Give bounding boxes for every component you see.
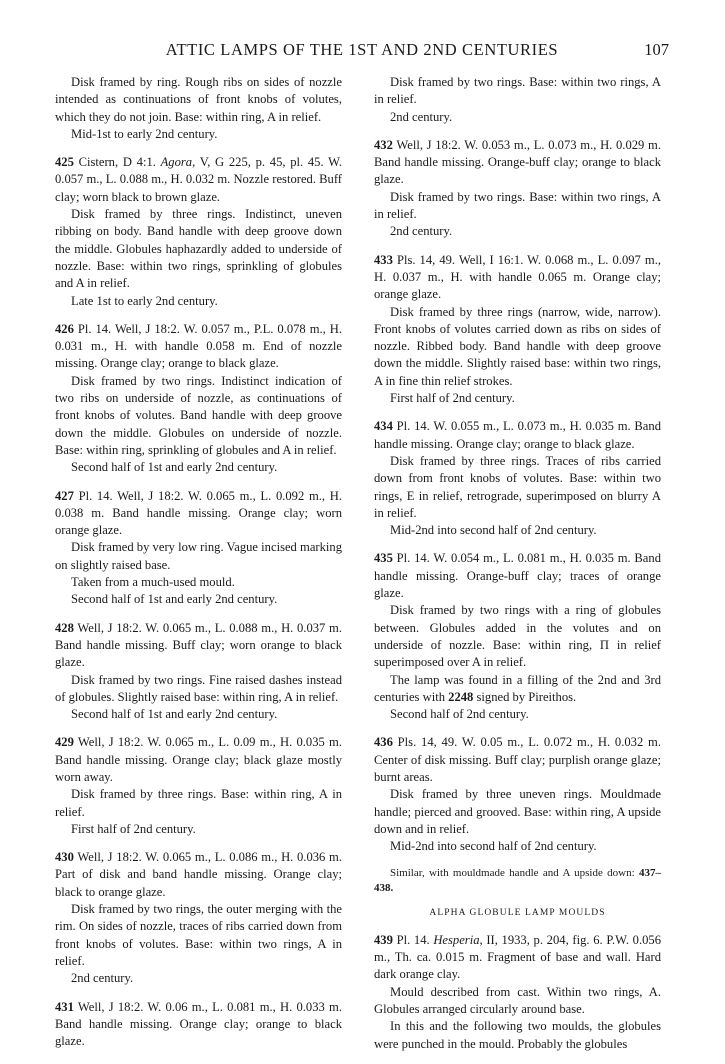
entry-description: Disk framed by very low ring. Vague incised marking on slightly raised base. <box>55 540 342 572</box>
entry-heading: 436 Pls. 14, 49. W. 0.05 m., L. 0.072 m., H. 0.032 m. Center of disk missing. Buff clay; purplish orange glaze; burnt areas. <box>374 735 661 784</box>
entry-heading: 439 Pl. 14. Hesperia, II, 1933, p. 204, fig. 6. P.W. 0.056 m., Th. ca. 0.015 m. Fragment of base and wall. Hard dark orange clay. <box>374 932 661 982</box>
entry-heading: 429 Well, J 18:2. W. 0.065 m., L. 0.09 m., H. 0.035 m. Band handle missing. Orange clay; black glaze mostly worn away. <box>55 735 342 784</box>
catalogue-entry-431 <box>55 999 342 1051</box>
entry-heading: 435 Pl. 14. W. 0.054 m., L. 0.081 m., H. 0.035 m. Band handle missing. Orange-buff clay; traces of orange glaze. <box>374 551 661 601</box>
entry-heading: 432 Well, J 18:2. W. 0.053 m., L. 0.073 m., H. 0.029 m. Band handle missing. Orange-buff clay; orange to black glaze. <box>374 137 661 187</box>
entry-note: In this and the following two moulds, the globules were punched in the mould. Probably the globules <box>374 1019 661 1051</box>
catalogue-entry-436 <box>374 734 661 855</box>
page-header <box>55 40 669 64</box>
entry-date: Second half of 1st and early 2nd century. <box>71 460 278 475</box>
entry-description: Disk framed by ring. Rough ribs on sides of nozzle intended as continuations of front knobs of volutes, which they do not join. Base: within ring, A in relief. <box>55 75 342 124</box>
entry-description: Disk framed by three rings. Indistinct, uneven ribbing on body. Band handle with deep groove down the middle. Globules haphazardly added to underside of nozzle. Base: within two rings, sprinkling of globules and A in relief. <box>55 207 342 291</box>
entry-heading: 426 Pl. 14. Well, J 18:2. W. 0.057 m., P.L. 0.078 m., H. 0.031 m., H. with handle 0.058 m. End of nozzle missing. Orange clay; orange to black glaze. <box>55 321 342 371</box>
catalogue-entry-426 <box>55 321 342 477</box>
entry-date: 2nd century. <box>71 971 134 986</box>
entry-number: 432 <box>374 137 393 152</box>
entry-heading: 425 Cistern, D 4:1. Agora, V, G 225, p. 45, pl. 45. W. 0.057 m., L. 0.088 m., H. 0.032 m. Nozzle restored. Buff clay; worn black to brown glaze. <box>55 155 342 204</box>
entry-date: Late 1st to early 2nd century. <box>71 293 218 308</box>
entry-continuation-left <box>55 74 342 143</box>
catalogue-entry-432 <box>374 137 661 241</box>
entry-date: 2nd century. <box>390 224 453 239</box>
entry-number: 429 <box>55 735 74 750</box>
catalogue-entry-435 <box>374 550 661 723</box>
entry-continuation-right <box>374 74 661 126</box>
entry-heading: 428 Well, J 18:2. W. 0.065 m., L. 0.088 m., H. 0.037 m. Band handle missing. Buff clay; worn orange to black glaze. <box>55 620 342 670</box>
entry-date: 2nd century. <box>390 109 453 124</box>
entry-number: 431 <box>55 999 74 1014</box>
entry-description: Disk framed by three rings. Base: within ring, A in relief. <box>55 787 342 819</box>
entry-description: Disk framed by two rings. Fine raised dashes instead of globules. Slightly raised base: within ring, A in relief. <box>55 672 342 704</box>
page-number: 107 <box>644 40 669 59</box>
entry-note: Taken from a much-used mould. <box>71 575 235 590</box>
entry-number: 426 <box>55 321 74 336</box>
entry-heading: 427 Pl. 14. Well, J 18:2. W. 0.065 m., L. 0.092 m., H. 0.038 m. Band handle missing. Orange clay; worn orange glaze. <box>55 488 342 538</box>
entry-date: First half of 2nd century. <box>71 821 196 836</box>
cross-reference: 437–438. <box>374 867 661 894</box>
entry-heading: 431 Well, J 18:2. W. 0.06 m., L. 0.081 m., H. 0.033 m. Band handle missing. Orange clay; orange to black glaze. <box>55 999 342 1049</box>
section-heading: ALPHA GLOBULE LAMP MOULDS <box>429 908 606 919</box>
entry-number: 433 <box>374 252 393 267</box>
catalogue-entry-428 <box>55 620 342 724</box>
catalogue-entry-429 <box>55 734 342 838</box>
catalogue-entry-425 <box>55 154 342 310</box>
catalogue-entry-433 <box>374 252 661 408</box>
entry-date: Mid-2nd into second half of 2nd century. <box>390 523 597 538</box>
entry-description: Disk framed by two rings, the outer merging with the rim. On sides of nozzle, traces of ribs carried down from front knobs of volutes. Base: within two rings, A in relief. <box>55 902 342 968</box>
entry-description: Disk framed by two rings. Base: within two rings, A in relief. <box>374 189 661 222</box>
entry-date: Second half of 1st and early 2nd century. <box>71 592 278 607</box>
similar-note: Similar, with mouldmade handle and A upside down: 437–438. <box>374 867 661 894</box>
entry-number: 427 <box>55 488 74 503</box>
entry-date: First half of 2nd century. <box>390 391 515 406</box>
entry-description: Disk framed by two rings. Indistinct indication of two ribs on underside of nozzle, as continuations of front knobs of volutes. Band handle with deep groove down the middle. Globules on underside of nozzle. Base: within ring, sprinkling of globules and A in relief. <box>55 373 342 457</box>
entry-number: 434 <box>374 419 393 434</box>
right-column <box>374 74 661 1064</box>
entry-description: Disk framed by three rings (narrow, wide, narrow). Front knobs of volutes carried down as ribs on sides of nozzle. Ribbed body. Band handle with deep groove down the middle. Slightly raised base: within two rings, A in fine thin relief strokes. <box>374 304 661 388</box>
entry-date: Mid-2nd into second half of 2nd century. <box>390 839 597 854</box>
catalogue-entry-439 <box>374 932 661 1053</box>
entry-description: Disk framed by three rings. Traces of ribs carried down from front knobs of volutes. Base: within two rings, E in relief, retrograde, superimposed on blurry A in relief. <box>374 453 661 520</box>
entry-description: Mould described from cast. Within two rings, A. Globules arranged circularly around base. <box>374 984 661 1016</box>
entry-heading: 434 Pl. 14. W. 0.055 m., L. 0.073 m., H. 0.035 m. Band handle missing. Orange clay; orange to black glaze. <box>374 419 661 451</box>
publication-title: Hesperia <box>433 932 480 947</box>
entry-number: 435 <box>374 551 393 566</box>
cross-reference: 2248 <box>448 689 474 704</box>
entry-number: 436 <box>374 735 393 750</box>
catalogue-entry-434 <box>374 418 661 539</box>
entry-heading: 433 Pls. 14, 49. Well, I 16:1. W. 0.068 m., L. 0.097 m., H. 0.037 m., H. with handle 0.065 m. Orange clay; orange glaze. <box>374 252 661 302</box>
entry-description: Disk framed by two rings. Base: within two rings, A in relief. <box>374 75 661 107</box>
catalogue-entry-427 <box>55 488 342 609</box>
running-title: ATTIC LAMPS OF THE 1ST AND 2ND CENTURIES <box>165 40 559 59</box>
entry-date: Second half of 1st and early 2nd century. <box>71 707 278 722</box>
entry-number: 439 <box>374 932 393 947</box>
entry-heading: 430 Well, J 18:2. W. 0.065 m., L. 0.086 m., H. 0.036 m. Part of disk and band handle missing. Orange clay; black to orange glaze. <box>55 850 342 899</box>
entry-number: 428 <box>55 620 74 635</box>
entry-date: Mid-1st to early 2nd century. <box>71 126 218 141</box>
catalogue-entry-430 <box>55 849 342 987</box>
entry-date: Second half of 2nd century. <box>390 707 529 722</box>
entry-number: 425 <box>55 155 74 170</box>
left-column <box>55 74 342 1061</box>
entry-description: Disk framed by two rings with a ring of globules between. Globules added in the volutes and on underside of nozzle. Base: within ring, Π in relief superimposed over A in relief. <box>374 603 661 670</box>
publication-title: Agora <box>160 155 193 170</box>
entry-number: 430 <box>55 850 74 865</box>
entry-find-context: The lamp was found in a filling of the 2nd and 3rd centuries with 2248 signed by Pireithos. <box>374 672 661 704</box>
entry-description: Disk framed by three uneven rings. Mouldmade handle; pierced and grooved. Base: within ring, A upside down and in relief. <box>374 787 661 836</box>
